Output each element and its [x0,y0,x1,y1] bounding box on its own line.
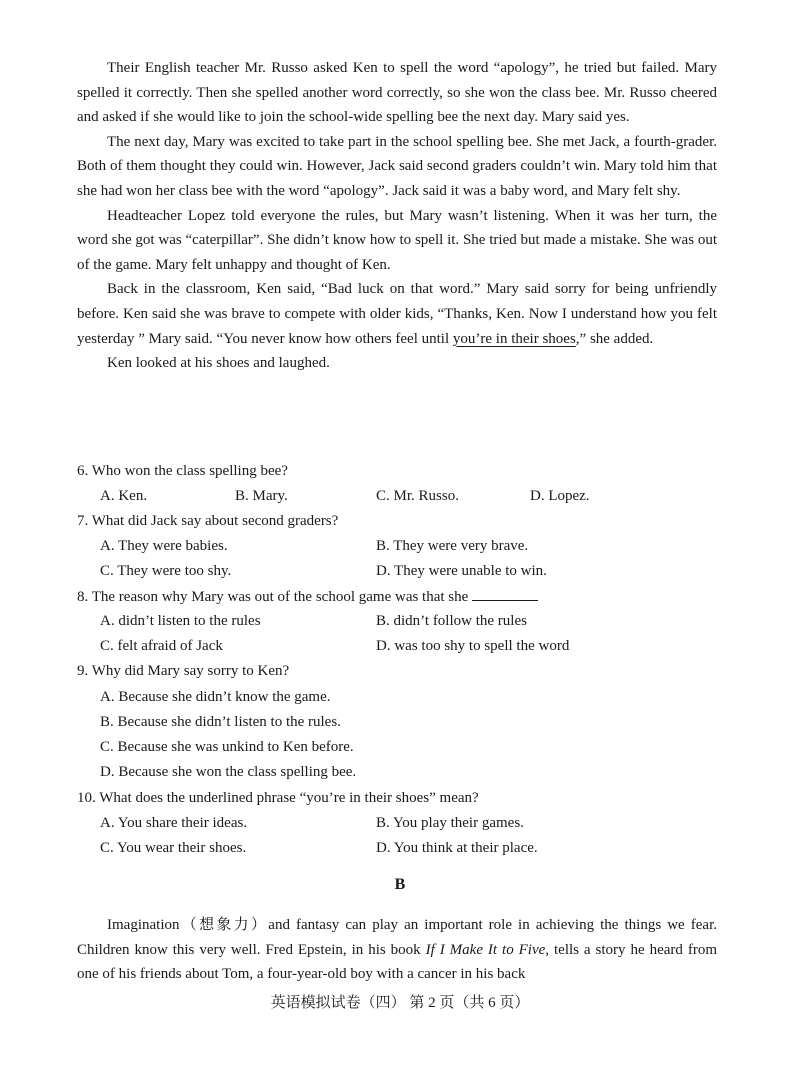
paragraph-5: Ken looked at his shoes and laughed. [107,355,330,372]
page-footer: 英语模拟试卷（四） 第 2 页（共 6 页） [270,995,530,1011]
question-10-stem: 10. What does the underlined phrase “you’re in their shoes” mean? [77,790,479,806]
question-9-option-c: C. Because she was unkind to Ken before. [100,739,354,755]
question-8-option-c: C. felt afraid of Jack [100,638,223,654]
question-10-option-a: A. You share their ideas. [100,815,248,831]
question-8-option-d: D. was too shy to spell the word [376,638,570,654]
question-7-option-c: C. They were too shy. [100,563,232,579]
question-10-option-d: D. You think at their place. [376,840,538,856]
paragraph-4-text: Back in the classroom, Ken said, “Bad luck on that word.” Mary said sorry for being unfriendly before. Ken said she was brave to compete with older kids, “Thanks, Ken. Now I understand how you felt yesterday ” Mary said. “You never know how others feel until [77,281,717,347]
question-7-stem: 7. What did Jack say about second graders? [77,513,339,529]
question-7-option-d: D. They were unable to win. [376,563,547,579]
question-8-option-b: B. didn’t follow the rules [376,613,527,629]
passage-b-paragraph-1 [77,913,717,987]
question-6-option-a: A. Ken. [100,488,148,504]
paragraph-2: The next day, Mary was excited to take part in the school spelling bee. She met Jack, a fourth-grader. Both of them thought they could win. However, Jack said second graders couldn’t win. Mary told him that she had won her class bee with the word “apology”. Jack said it was a baby word, and Mary felt shy. [77,133,717,199]
paragraph-4 [77,277,717,351]
question-9-stem: 9. Why did Mary say sorry to Ken? [77,663,290,679]
question-9-option-b: B. Because she didn’t listen to the rules. [100,714,341,730]
question-6-option-b: B. Mary. [235,488,288,504]
question-8-option-a: A. didn’t listen to the rules [100,613,261,629]
passage-b [77,913,717,987]
question-6-stem: 6. Who won the class spelling bee? [77,463,288,479]
paragraph-1: Their English teacher Mr. Russo asked Ken to spell the word “apology”, he tried but failed. Mary spelled it correctly. Then she spelled another word correctly, so she won the class bee. Mr. Russo cheered and asked if she would like to join the school-wide spelling bee the next day. Mary said yes. [77,60,717,126]
question-10-option-b: B. You play their games. [376,815,524,831]
section-b-heading: B [394,876,406,893]
passage-b-text-end: , tells a story he heard from one of his friends about Tom, a four-year-old boy with a cancer in his back [77,941,718,983]
passage-b-text: Imagination（想象力）and fantasy can play an important role in achieving the things we fear. Children know this very well. Fred Epstein, in his book [77,917,717,958]
book-title: If I Make It to Five [425,941,546,958]
question-6-option-c: C. Mr. Russo. [376,488,459,504]
question-8 [77,585,727,608]
question-7-option-b: B. They were very brave. [376,538,529,554]
question-9-option-a: A. Because she didn’t know the game. [100,689,331,705]
question-9-option-d: D. Because she won the class spelling bee. [100,764,357,780]
question-8-stem: 8. The reason why Mary was out of the school game was that she [77,589,469,605]
question-7-option-a: A. They were babies. [100,538,228,554]
passage-a [77,56,717,376]
paragraph-4-end: ,” she added. [575,330,654,347]
answer-blank [472,585,538,601]
underlined-phrase: you’re in their shoes [452,330,576,347]
question-6-option-d: D. Lopez. [530,488,590,504]
paragraph-3: Headteacher Lopez told everyone the rules, but Mary wasn’t listening. When it was her turn, the word she got was “caterpillar”. She didn’t know how to spell it. She tried but made a mistake. She was out of the game. Mary felt unhappy and thought of Ken. [77,207,717,273]
question-10-option-c: C. You wear their shoes. [100,840,247,856]
